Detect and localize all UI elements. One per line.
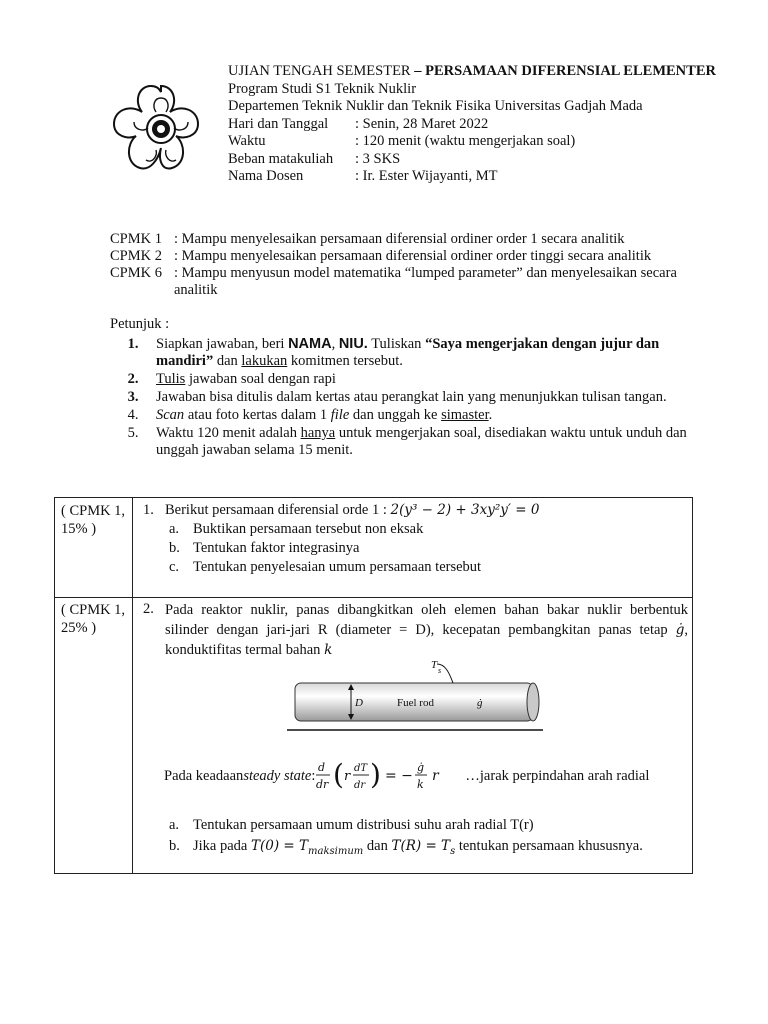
exam-header bbox=[228, 63, 728, 186]
svg-text:(: ( bbox=[333, 758, 345, 791]
instruction-item: 2. Tulis jawaban soal dengan rapi bbox=[127, 371, 336, 387]
heat-equation bbox=[315, 757, 465, 795]
header-row-time: Waktu : 120 menit (waktu mengerjakan soal) bbox=[228, 133, 576, 149]
svg-text:dT: dT bbox=[354, 763, 368, 774]
header-row-credits: Beban matakuliah : 3 SKS bbox=[228, 150, 401, 167]
q1-sub-c: c. Tentukan penyelesaian umum persamaan tersebut bbox=[169, 559, 482, 575]
instructions-heading: Petunjuk : bbox=[110, 316, 170, 332]
university-seal-logo bbox=[106, 74, 216, 184]
svg-text:r: r bbox=[344, 769, 351, 784]
question-2: 2. Pada reaktor nuklir, panas dibangkitkan oleh elemen bahan bakar nuklir berbentuk silinder dengan jari-jari R (diameter = D), kecepatan pembangkitan panas tetap ġ, konduktifitas termal bahan k bbox=[143, 601, 688, 658]
svg-text:k: k bbox=[417, 778, 425, 791]
svg-text:d: d bbox=[318, 761, 326, 774]
instructions bbox=[110, 316, 710, 460]
surface-temp-label: T bbox=[431, 659, 438, 671]
q1-equation: 2(y³ − 2) + 3xy²y′ = 0 bbox=[390, 502, 540, 518]
instruction-item: 3. Jawaban bisa ditulis dalam kertas atau perangkat lain yang menunjukkan tulisan tangan. bbox=[127, 389, 667, 405]
header-row-lecturer: Nama Dosen : Ir. Ester Wijayanti, MT bbox=[228, 168, 498, 184]
q2-cpmk-weight: ( CPMK 1, 25% ) bbox=[61, 602, 126, 636]
fuel-rod-figure bbox=[287, 658, 557, 733]
q2-sub-b: b. Jika pada $T(0) = T_{maksimum}$ dan $T(R) = T_s$ tentukan persamaan khususnya. bbox=[169, 838, 643, 857]
cpmk-item: CPMK 1 : Mampu menyelesaikan persamaan diferensial ordiner order 1 secara analitik bbox=[110, 231, 625, 247]
fuel-rod-end bbox=[527, 683, 539, 721]
department-name: Departemen Teknik Nuklir dan Teknik Fisika Universitas Gadjah Mada bbox=[228, 98, 643, 114]
svg-text:): ) bbox=[370, 758, 382, 791]
diameter-label: D bbox=[355, 697, 363, 709]
question-table bbox=[54, 497, 693, 874]
instruction-item: 1. Siapkan jawaban, beri NAMA, NIU. Tuliskan “Saya mengerjakan dengan jujur dan mandiri” dan lakukan komitmen tersebut. bbox=[127, 336, 660, 369]
q1-sub-b: b. Tentukan faktor integrasinya bbox=[169, 540, 360, 556]
program-name: Program Studi S1 Teknik Nuklir bbox=[228, 80, 417, 97]
cpmk-list bbox=[110, 231, 720, 299]
q1-sub-a: a. Buktikan persamaan tersebut non eksak bbox=[169, 521, 424, 537]
svg-text:= −: = − bbox=[385, 768, 414, 784]
cpmk-item: CPMK 6 : Mampu menyusun model matematika “lumped parameter” dan menyelesaikan secara analitik bbox=[110, 265, 677, 298]
svg-text:ġ: ġ bbox=[417, 761, 425, 774]
svg-text:dr: dr bbox=[354, 780, 366, 791]
q2-sub-a: a. Tentukan persamaan umum distribusi suhu arah radial T(r) bbox=[169, 817, 534, 833]
question-1: 1. Berikut persamaan diferensial orde 1 : 2(y³ − 2) + 3xy²y′ = 0 a. Buktikan persamaan tersebut non eksak b. Tentukan faktor integrasinya c. Tentukan penyelesaian umum persamaan tersebut bbox=[143, 501, 688, 577]
svg-text:r: r bbox=[432, 768, 440, 784]
cpmk-item: CPMK 2 : Mampu menyelesaikan persamaan diferensial ordiner order tinggi secara analitik bbox=[110, 248, 652, 264]
instruction-item: 5. Waktu 120 menit adalah hanya untuk mengerjakan soal, disediakan waktu untuk unduh dan unggah jawaban selama 15 menit. bbox=[127, 425, 687, 458]
steady-state-equation: Pada keadaan steady state : d dr ( r dT dr ) = − ġ k r …jarak perpindahan arah radial bbox=[164, 756, 684, 796]
exam-title: UJIAN TENGAH SEMESTER – PERSAMAAN DIFERENSIAL ELEMENTER bbox=[228, 63, 716, 79]
header-row-date: Hari dan Tanggal : Senin, 28 Maret 2022 bbox=[228, 115, 489, 132]
question-2-subs bbox=[143, 816, 688, 861]
instruction-item: 4. Scan atau foto kertas dalam 1 file dan unggah ke simaster. bbox=[127, 407, 493, 423]
svg-text:dr: dr bbox=[316, 778, 329, 791]
generation-label: ġ bbox=[477, 697, 483, 709]
fuel-rod-label: Fuel rod bbox=[397, 697, 434, 709]
q1-cpmk-weight: ( CPMK 1, 15% ) bbox=[61, 503, 126, 537]
surface-temp-sub: s bbox=[438, 666, 442, 675]
